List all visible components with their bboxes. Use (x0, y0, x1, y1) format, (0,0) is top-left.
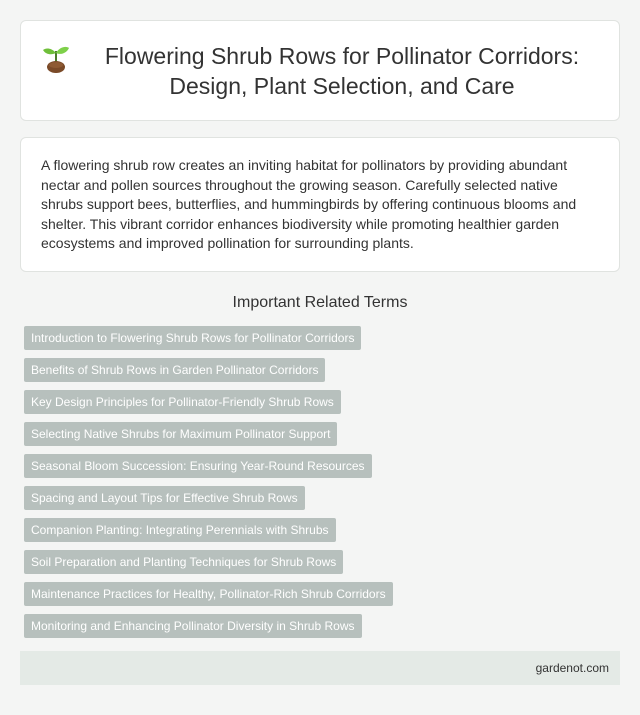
footer-site-link[interactable]: gardenot.com (535, 661, 609, 675)
related-term-tag[interactable]: Monitoring and Enhancing Pollinator Diversity in Shrub Rows (24, 614, 362, 638)
intro-card (20, 137, 620, 272)
page-title: Flowering Shrub Rows for Pollinator Corridors: Design, Plant Selection, and Care (104, 42, 580, 99)
related-terms-heading: Important Related Terms (232, 294, 408, 311)
related-term-tag[interactable]: Spacing and Layout Tips for Effective Shrub Rows (24, 486, 305, 510)
related-term-tag[interactable]: Maintenance Practices for Healthy, Pollinator-Rich Shrub Corridors (24, 582, 393, 606)
related-terms-list (20, 326, 620, 646)
sprout-icon (41, 43, 71, 75)
related-term-tag[interactable]: Companion Planting: Integrating Perennials with Shrubs (24, 518, 336, 542)
footer (20, 651, 620, 685)
related-term-tag[interactable]: Selecting Native Shrubs for Maximum Pollinator Support (24, 422, 337, 446)
title-card (20, 20, 620, 121)
intro-paragraph: A flowering shrub row creates an inviting habitat for pollinators by providing abundant nectar and pollen sources throughout the growing season. Carefully selected native shrubs support bees, butterflies, and hummingbirds by offering continuous blooms and shelter. This vibrant corridor enhances biodiversity while promoting healthier garden ecosystems and improved pollination for surrounding plants. (41, 157, 577, 251)
related-term-tag[interactable]: Key Design Principles for Pollinator-Friendly Shrub Rows (24, 390, 341, 414)
title-wrap (41, 41, 599, 101)
related-term-tag[interactable]: Soil Preparation and Planting Techniques for Shrub Rows (24, 550, 343, 574)
related-term-tag[interactable]: Seasonal Bloom Succession: Ensuring Year-Round Resources (24, 454, 372, 478)
related-term-tag[interactable]: Introduction to Flowering Shrub Rows for Pollinator Corridors (24, 326, 361, 350)
related-term-tag[interactable]: Benefits of Shrub Rows in Garden Pollinator Corridors (24, 358, 325, 382)
